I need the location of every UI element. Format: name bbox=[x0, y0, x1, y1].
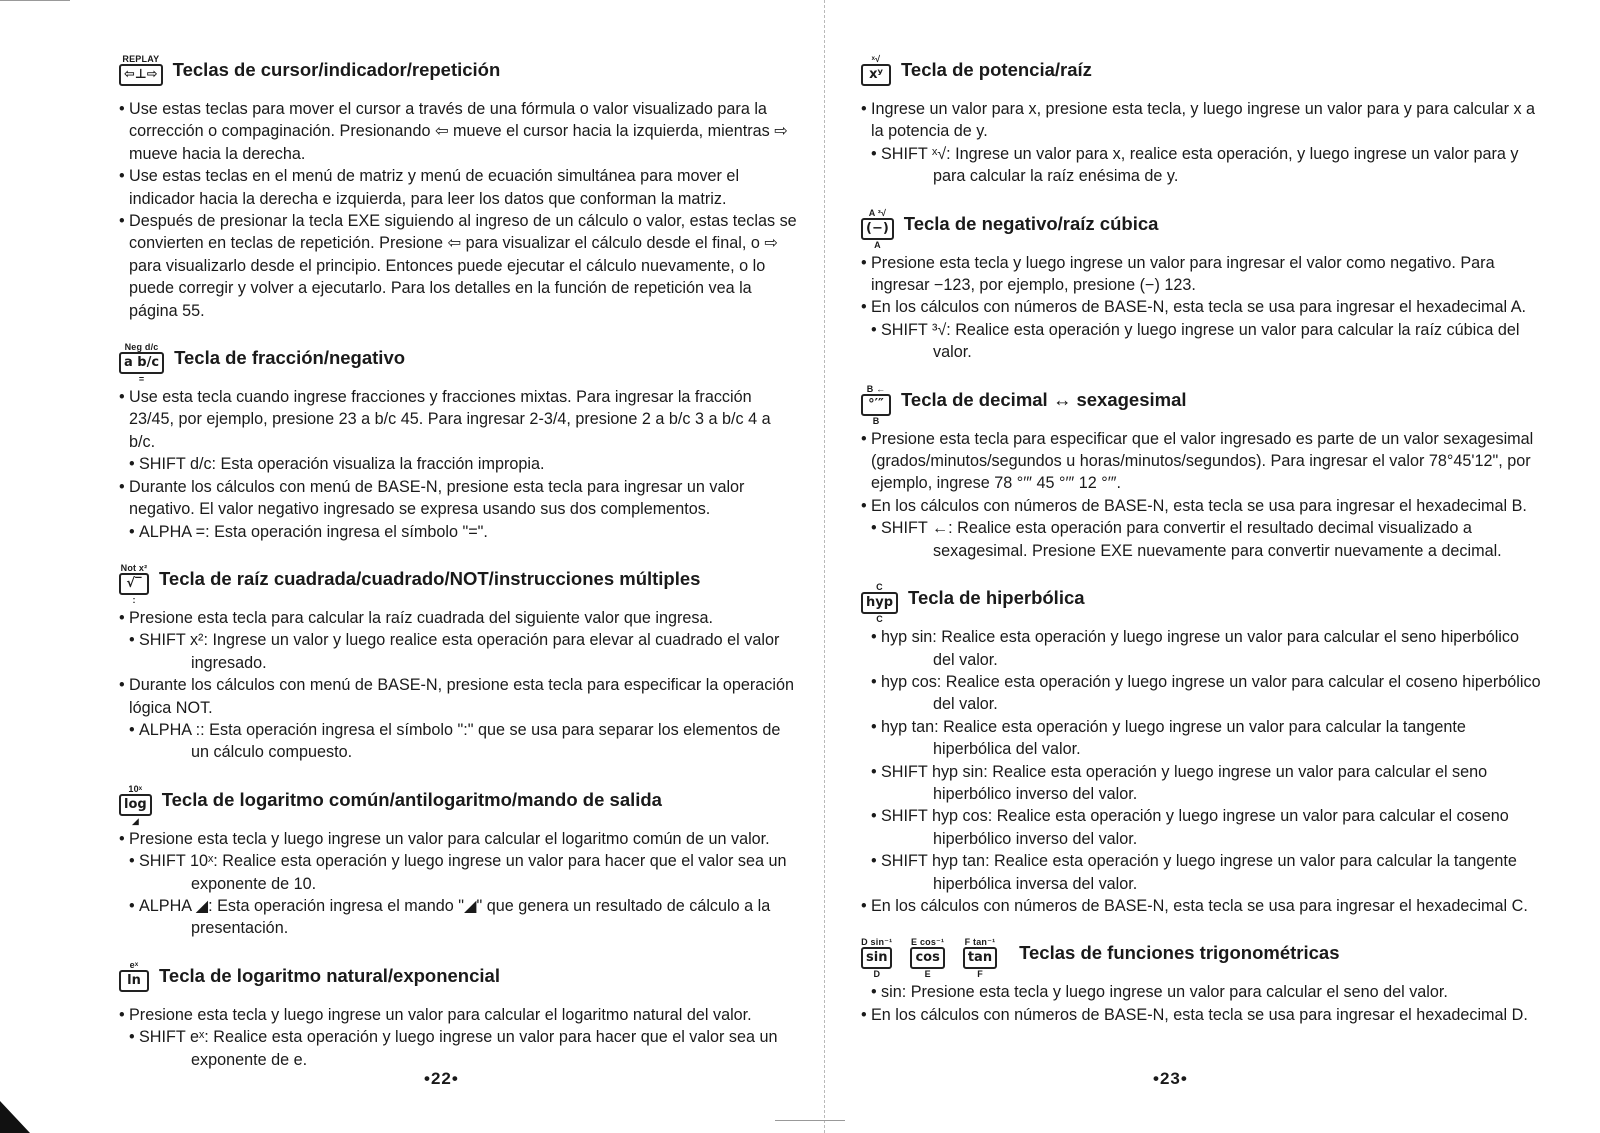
key-group bbox=[861, 582, 908, 624]
bullet-item: • Durante los cálculos con menú de BASE-N, presione esta tecla para ingresar un valor negativo. El valor negativo ingresado se expresa usando sus dos complementos. bbox=[119, 476, 799, 521]
bullet-item: • Después de presionar la tecla EXE siguiendo al ingreso de un cálculo o valor, estas teclas se convierten en teclas de repetición. Presione ⇦ para visualizar el cálculo desde el final, o ⇨ para visualizarlo desde el principio. Entonces puede ejecutar el cálculo nuevamente, o lo puede corregir y volver a ejecutarlo. Para los detalles en la función de repetición vea la página 55. bbox=[119, 210, 799, 322]
bullet-item: • ALPHA ◢: Esta operación ingresa el mando "◢" que genera un resultado de cálculo a la presentación. bbox=[119, 895, 799, 940]
section-title: Teclas de funciones trigonométricas bbox=[1019, 942, 1340, 964]
section-tecla-de-fraccion-negativo bbox=[119, 340, 799, 543]
key-icon: tan bbox=[963, 947, 997, 969]
key-secondary-label: B ← bbox=[866, 383, 886, 394]
key-secondary-label: 10ˣ bbox=[128, 783, 143, 794]
key-secondary-label: A ³√ bbox=[868, 207, 887, 218]
bullet-item: • SHIFT eˣ: Realice esta operación y luego ingrese un valor para hacer que el valor sea un exponente de e. bbox=[119, 1026, 799, 1071]
left-page-content bbox=[119, 52, 799, 1089]
section-title: Tecla de potencia/raíz bbox=[901, 59, 1092, 80]
section-header bbox=[861, 52, 1545, 96]
key-group bbox=[119, 54, 173, 96]
bullet-item: • Use estas teclas en el menú de matriz y menú de ecuación simultánea para mover el indicador hacia la derecha e izquierda, para leer los datos que conforman la matriz. bbox=[119, 165, 799, 210]
section-title: Tecla de fracción/negativo bbox=[174, 347, 406, 369]
key-icon: hyp bbox=[861, 592, 898, 614]
bullet-item: • En los cálculos con números de BASE-N, esta tecla se usa para ingresar el hexadecimal A. bbox=[861, 296, 1545, 318]
section-teclas-de-cursor-indicador-repeticion bbox=[119, 52, 799, 322]
bullet-list bbox=[119, 386, 799, 543]
key-icon: ln bbox=[119, 970, 149, 992]
section-header bbox=[119, 958, 799, 1002]
key-icon: (−) bbox=[861, 218, 894, 240]
key-alpha-label: C bbox=[876, 614, 883, 625]
key-secondary-label: C bbox=[876, 582, 883, 593]
bullet-item: • En los cálculos con números de BASE-N, esta tecla se usa para ingresar el hexadecimal C. bbox=[861, 895, 1545, 917]
key-group bbox=[861, 937, 1007, 979]
bullet-item: • SHIFT x²: Ingrese un valor y luego realice esta operación para elevar al cuadrado el valor ingresado. bbox=[119, 629, 799, 674]
section-header bbox=[861, 382, 1545, 426]
bullet-item: • SHIFT hyp sin: Realice esta operación y luego ingrese un valor para calcular el seno hiperbólico inverso del valor. bbox=[861, 761, 1545, 806]
section-title: Tecla de decimal ↔ sexagesimal bbox=[901, 388, 1187, 410]
bullet-list bbox=[119, 98, 799, 322]
section-tecla-de-negativo-raiz-cubica bbox=[861, 206, 1545, 364]
key-group bbox=[119, 342, 174, 384]
bullet-item: • ALPHA =: Esta operación ingresa el símbolo "=". bbox=[119, 521, 799, 543]
bullet-item: • Presione esta tecla para calcular la raíz cuadrada del siguiente valor que ingresa. bbox=[119, 607, 799, 629]
section-header bbox=[861, 580, 1545, 624]
key-illustration bbox=[119, 960, 149, 1002]
section-header bbox=[119, 52, 799, 96]
key-alpha-label: A bbox=[874, 239, 881, 250]
bullet-item: • En los cálculos con números de BASE-N, esta tecla se usa para ingresar el hexadecimal D. bbox=[861, 1004, 1545, 1026]
bullet-item: • Use estas teclas para mover el cursor a través de una fórmula o valor visualizado para la corrección o compaginación. Presionando ⇦ mueve el cursor hacia la izquierda, mientras ⇨ mueve hacia la derecha. bbox=[119, 98, 799, 165]
key-icon: √‾ bbox=[119, 573, 149, 595]
bullet-list bbox=[119, 1004, 799, 1071]
key-illustration bbox=[861, 384, 891, 426]
section-header bbox=[119, 340, 799, 384]
bullet-item: • SHIFT 10ˣ: Realice esta operación y luego ingrese un valor para hacer que el valor sea un exponente de 10. bbox=[119, 850, 799, 895]
key-group bbox=[861, 384, 901, 426]
key-illustration bbox=[119, 784, 152, 826]
page-number: •22• bbox=[424, 1069, 459, 1088]
right-page bbox=[812, 0, 1600, 1133]
key-alpha-label: E bbox=[924, 969, 931, 980]
key-icon: a b/c bbox=[119, 352, 164, 374]
bullet-list bbox=[861, 626, 1545, 917]
section-tecla-de-potencia-raiz bbox=[861, 52, 1545, 188]
key-secondary-label: Not x² bbox=[120, 562, 148, 573]
page-number: •23• bbox=[1153, 1069, 1188, 1088]
key-icon: xʸ bbox=[861, 64, 891, 86]
bullet-list bbox=[861, 98, 1545, 188]
right-page-content bbox=[861, 52, 1545, 1044]
key-alpha-label: ◢ bbox=[131, 815, 139, 826]
section-tecla-de-logaritmo-natural-exponencial bbox=[119, 958, 799, 1071]
key-illustration bbox=[119, 563, 149, 605]
bullet-item: • hyp sin: Realice esta operación y luego ingrese un valor para calcular el seno hiperbólico del valor. bbox=[861, 626, 1545, 671]
key-icon: cos bbox=[910, 947, 944, 969]
key-illustration bbox=[861, 582, 898, 624]
bullet-item: • ALPHA :: Esta operación ingresa el símbolo ":" que se usa para separar los elementos de un cálculo compuesto. bbox=[119, 719, 799, 764]
bullet-item: • SHIFT ˣ√: Ingrese un valor para x, realice esta operación, y luego ingrese un valor para y para calcular la raíz enésima de y. bbox=[861, 143, 1545, 188]
key-secondary-label: eˣ bbox=[129, 959, 139, 970]
key-illustration bbox=[861, 937, 892, 979]
bullet-item: • sin: Presione esta tecla y luego ingrese un valor para calcular el seno del valor. bbox=[861, 981, 1545, 1003]
section-header bbox=[861, 935, 1545, 979]
key-secondary-label: E cos⁻¹ bbox=[911, 937, 945, 948]
section-title: Tecla de raíz cuadrada/cuadrado/NOT/instrucciones múltiples bbox=[159, 567, 701, 589]
bullet-item: • Ingrese un valor para x, presione esta tecla, y luego ingrese un valor para y para calcular x a la potencia de y. bbox=[861, 98, 1545, 143]
key-group bbox=[119, 563, 159, 605]
bullet-item: • Presione esta tecla para especificar que el valor ingresado es parte de un valor sexagesimal (grados/minutos/segundos u horas/minutos/segundos). Para ingresar el valor 78°45'12", por ejemplo, ingrese 78 °′″ 45 °′″ 12 °′″. bbox=[861, 428, 1545, 495]
section-header bbox=[861, 206, 1545, 250]
bullet-item: • hyp tan: Realice esta operación y luego ingrese un valor para calcular la tangente hiperbólica del valor. bbox=[861, 716, 1545, 761]
key-group bbox=[119, 784, 162, 826]
bullet-item: • Presione esta tecla y luego ingrese un valor para calcular el logaritmo natural del valor. bbox=[119, 1004, 799, 1026]
section-title: Tecla de logaritmo natural/exponencial bbox=[159, 964, 500, 986]
key-alpha-label: F bbox=[977, 969, 983, 980]
key-group bbox=[119, 960, 159, 1002]
key-illustration bbox=[119, 342, 164, 384]
section-title: Tecla de hiperbólica bbox=[908, 587, 1085, 609]
key-illustration bbox=[861, 54, 891, 96]
key-illustration bbox=[119, 54, 163, 96]
bullet-item: • SHIFT d/c: Esta operación visualiza la fracción impropia. bbox=[119, 453, 799, 475]
key-alpha-label bbox=[140, 86, 143, 96]
key-alpha-label: : bbox=[132, 594, 136, 605]
section-title: Tecla de negativo/raíz cúbica bbox=[903, 212, 1159, 234]
key-secondary-label: Neg d/c bbox=[124, 342, 159, 353]
key-illustration bbox=[963, 937, 997, 979]
key-secondary-label: ˣ√ bbox=[871, 54, 881, 64]
key-group bbox=[861, 54, 901, 96]
section-header bbox=[119, 782, 799, 826]
key-alpha-label bbox=[133, 992, 136, 1002]
bullet-item: • SHIFT ←: Realice esta operación para convertir el resultado decimal visualizado a sexagesimal. Presione EXE nuevamente para convertir nuevamente a decimal. bbox=[861, 517, 1545, 562]
bullet-item: • SHIFT hyp tan: Realice esta operación y luego ingrese un valor para calcular la tangente hiperbólica inversa del valor. bbox=[861, 850, 1545, 895]
section-title: Teclas de cursor/indicador/repetición bbox=[172, 59, 501, 80]
bullet-item: • Presione esta tecla y luego ingrese un valor para ingresar el valor como negativo. Para ingresar −123, por ejemplo, presione (−) 123. bbox=[861, 252, 1545, 297]
bullet-item: • Use esta tecla cuando ingrese fracciones y fracciones mixtas. Para ingresar la fracción 23/45, por ejemplo, presione 23 a b/c 45. Para ingresar 2-3/4, presione 2 a b/c 3 a b/c 4 a b/c. bbox=[119, 386, 799, 453]
key-group bbox=[861, 208, 904, 250]
key-alpha-label bbox=[875, 86, 878, 96]
key-icon: ⇦⊥⇨ bbox=[119, 64, 163, 86]
key-icon: log bbox=[119, 794, 152, 816]
bullet-item: • En los cálculos con números de BASE-N, esta tecla se usa para ingresar el hexadecimal B. bbox=[861, 495, 1545, 517]
bullet-item: • Durante los cálculos con menú de BASE-N, presione esta tecla para especificar la operación lógica NOT. bbox=[119, 674, 799, 719]
key-secondary-label: D sin⁻¹ bbox=[861, 937, 893, 948]
section-tecla-de-logaritmo-comun-antilogaritmo-mando-de-salida bbox=[119, 782, 799, 940]
section-tecla-de-hiperbolica bbox=[861, 580, 1545, 917]
bullet-item: • SHIFT hyp cos: Realice esta operación y luego ingrese un valor para calcular el coseno hiperbólico inverso del valor. bbox=[861, 805, 1545, 850]
section-title: Tecla de logaritmo común/antilogaritmo/mando de salida bbox=[161, 788, 662, 810]
key-secondary-label: REPLAY bbox=[122, 54, 160, 64]
key-illustration bbox=[861, 208, 894, 250]
section-teclas-de-funciones-trigonometricas bbox=[861, 935, 1545, 1026]
bullet-list bbox=[119, 607, 799, 764]
bullet-list bbox=[861, 252, 1545, 364]
section-header bbox=[119, 561, 799, 605]
key-illustration bbox=[910, 937, 944, 979]
bullet-list bbox=[861, 428, 1545, 562]
key-icon: sin bbox=[861, 947, 892, 969]
key-secondary-label: F tan⁻¹ bbox=[964, 937, 996, 948]
bullet-item: • SHIFT ³√: Realice esta operación y luego ingrese un valor para calcular la raíz cúbica del valor. bbox=[861, 319, 1545, 364]
bullet-list bbox=[861, 981, 1545, 1026]
key-alpha-label: = bbox=[138, 374, 145, 385]
section-tecla-de-decimal-sexagesimal bbox=[861, 382, 1545, 562]
bullet-item: • hyp cos: Realice esta operación y luego ingrese un valor para calcular el coseno hiperbólico del valor. bbox=[861, 671, 1545, 716]
bullet-item: • Presione esta tecla y luego ingrese un valor para calcular el logaritmo común de un valor. bbox=[119, 828, 799, 850]
key-alpha-label: D bbox=[873, 969, 880, 980]
bullet-list bbox=[119, 828, 799, 940]
key-alpha-label: B bbox=[872, 415, 880, 426]
section-tecla-de-raiz-cuadrada-cuadrado-not-instrucciones-multiples bbox=[119, 561, 799, 764]
key-icon: °′″ bbox=[861, 394, 891, 416]
